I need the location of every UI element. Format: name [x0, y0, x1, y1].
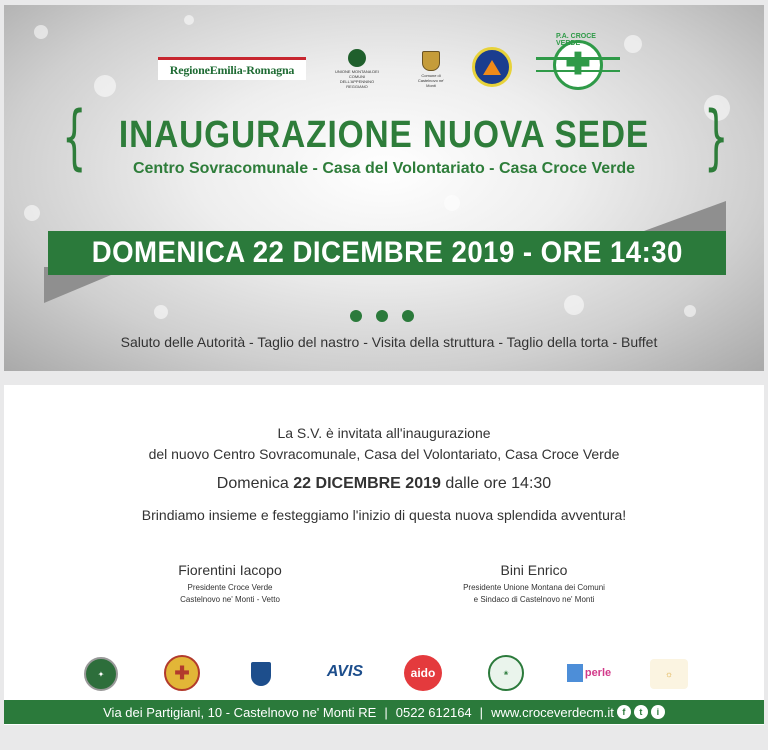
footer-website: www.croceverdecm.it	[491, 704, 614, 720]
twitter-icon: t	[634, 705, 648, 719]
bokeh	[684, 305, 696, 317]
contact-footer	[4, 700, 764, 724]
date-suffix: dalle ore 14:30	[440, 475, 552, 492]
avis-logo: AVIS	[326, 663, 364, 680]
dot	[402, 310, 414, 322]
decorative-dots	[350, 310, 414, 322]
bokeh	[34, 25, 48, 39]
left-brace: {	[62, 96, 87, 178]
croce-verde-wings	[536, 57, 620, 72]
partner-emblem-icon: ✦	[97, 669, 105, 679]
dot	[350, 310, 362, 322]
facebook-icon: f	[617, 705, 631, 719]
invitation-date	[4, 475, 764, 493]
partner-logo-8	[650, 659, 688, 689]
ribbon-fold-right	[644, 201, 726, 231]
partner-logos	[4, 653, 764, 693]
green-cross-icon: ✚	[565, 48, 591, 81]
regione-logo-text: RegioneEmilia-Romagna	[169, 62, 295, 77]
partner-emblem-icon: ☼	[664, 669, 674, 679]
unione-montana-emblem-icon	[348, 49, 366, 67]
footer-phone: 0522 612164	[395, 704, 472, 720]
signatory-name: Bini Enrico	[500, 562, 568, 578]
invitation-line-2: del nuovo Centro Sovracomunale, Casa del Volontariato, Casa Croce Verde	[148, 446, 620, 462]
regione-emilia-romagna-logo	[158, 57, 306, 80]
unione-montana-logo-text: UNIONE MONTANA DEI COMUNI DELL'APPENNINO REGGIANO	[335, 69, 379, 89]
partner-logo-6	[488, 655, 524, 691]
perle-square-icon	[567, 664, 583, 682]
comune-castelnovo-logo	[416, 45, 446, 93]
dot	[376, 310, 388, 322]
bokeh	[154, 305, 168, 319]
sponsor-logos	[4, 33, 764, 95]
perle-logo	[566, 661, 612, 685]
event-program: Saluto delle Autorità - Taglio del nastro - Visita della struttura - Taglio della torta - Buffet	[120, 334, 658, 350]
partner-emblem-icon: ❀	[503, 670, 509, 677]
signatory-bini	[424, 562, 644, 606]
bokeh	[24, 205, 40, 221]
signatory-name: Fiorentini Iacopo	[178, 562, 282, 578]
right-brace: }	[704, 96, 729, 178]
comune-logo-text: Comune di Castelnovo ne' Monti	[417, 72, 445, 88]
invitation-back	[4, 385, 764, 725]
partner-logo-2	[164, 655, 200, 691]
coat-of-arms-icon	[422, 51, 440, 71]
invitation-line-1: La S.V. è invitata all'inaugurazione	[277, 425, 491, 441]
cai-shield-icon	[251, 662, 271, 686]
signatory-fiorentini	[120, 562, 340, 606]
cai-logo	[244, 659, 278, 689]
signatory-role: Castelnovo ne' Monti - Vetto	[180, 595, 280, 604]
bokeh	[184, 15, 194, 25]
croce-verde-logo	[536, 33, 620, 93]
partner-logo-1	[84, 657, 118, 691]
date-banner-text: DOMENICA 22 DICEMBRE 2019 - ORE 14:30	[91, 236, 683, 269]
red-cross-icon: ✚	[174, 662, 190, 683]
signatory-role: Presidente Croce Verde	[187, 583, 273, 592]
protezione-civile-triangle-icon	[483, 60, 501, 75]
aido-logo: aido	[404, 655, 442, 691]
croce-verde-logo-text: P.A. CROCE VERDE	[556, 33, 596, 47]
separator: |	[384, 704, 388, 720]
footer-address: Via dei Partigiani, 10 - Castelnovo ne' Monti RE	[103, 704, 377, 720]
instagram-icon: i	[651, 705, 665, 719]
date-bold: 22 DICEMBRE 2019	[293, 475, 441, 492]
perle-logo-text: perle	[584, 667, 612, 679]
invitation-front	[4, 5, 764, 371]
bokeh	[444, 195, 460, 211]
date-banner	[48, 231, 726, 275]
bokeh	[564, 295, 584, 315]
invitation-line-4: Brindiamo insieme e festeggiamo l'inizio di questa nuova splendida avventura!	[141, 507, 627, 523]
event-title: INAUGURAZIONE NUOVA SEDE	[118, 114, 650, 156]
signatory-role: e Sindaco di Castelnovo ne' Monti	[473, 595, 595, 604]
event-subtitle: Centro Sovracomunale - Casa del Volontariato - Casa Croce Verde	[132, 160, 636, 177]
date-prefix: Domenica	[216, 475, 294, 492]
unione-montana-logo	[334, 45, 380, 93]
signatory-role: Presidente Unione Montana dei Comuni	[463, 583, 605, 592]
protezione-civile-logo	[472, 47, 512, 87]
separator: |	[479, 704, 484, 720]
